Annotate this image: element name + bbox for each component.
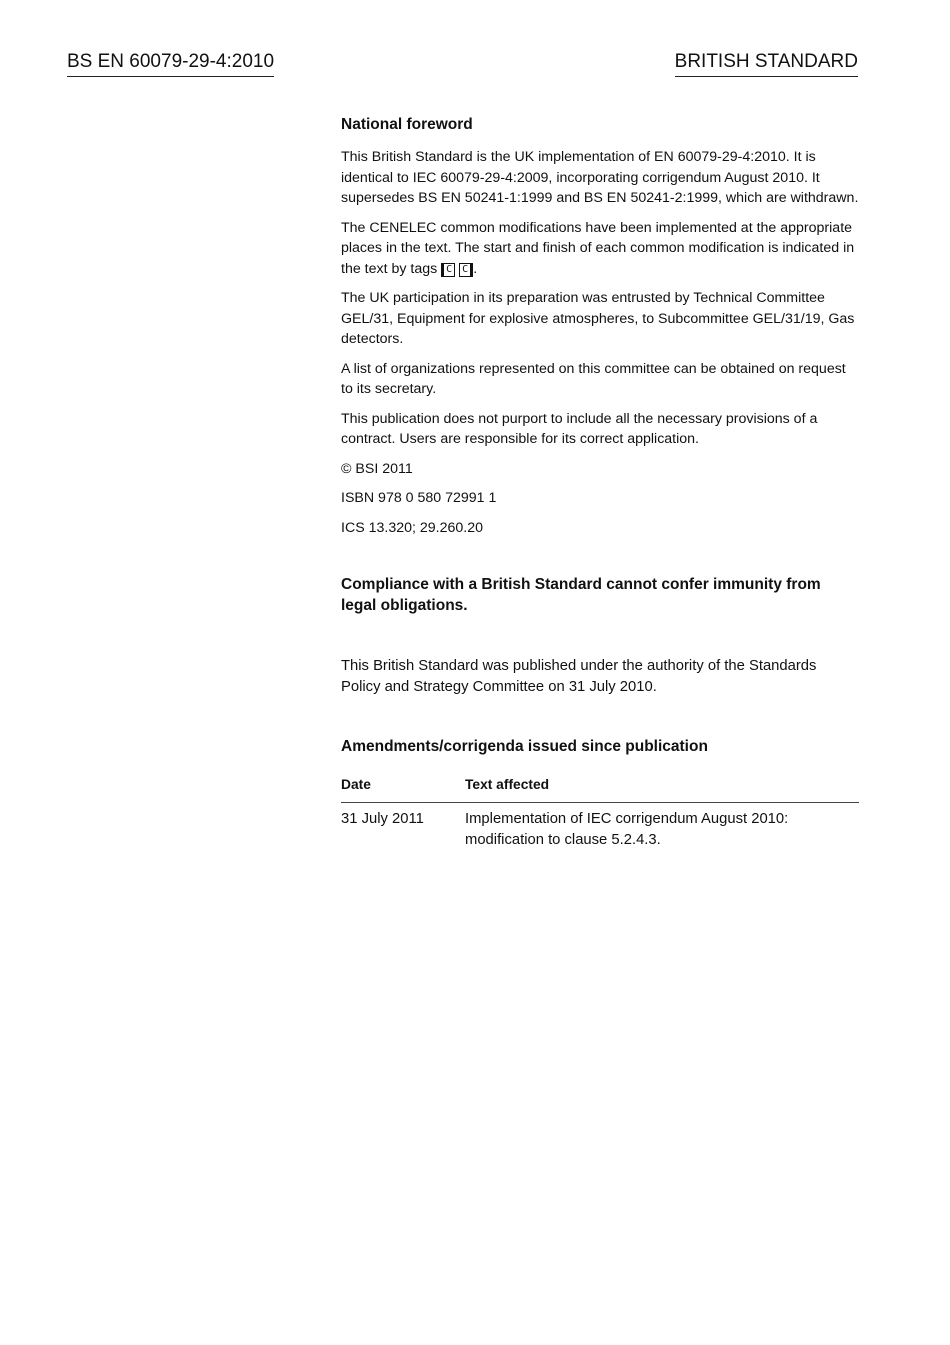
ics-line: ICS 13.320; 29.260.20	[341, 519, 483, 536]
foreword-paragraph-cenelec	[341, 218, 859, 280]
modification-end-tag-icon: C	[459, 263, 473, 277]
amendments-table	[341, 769, 859, 851]
modification-start-tag-icon: C	[441, 263, 455, 277]
copyright-line: © BSI 2011	[341, 460, 413, 477]
amendment-date: 31 July 2011	[341, 810, 424, 827]
foreword-paragraph-implementation: This British Standard is the UK implementation of EN 60079-29-4:2010. It is identical to IEC 60079-29-4:2009, incorporating corrigendum August 2010. It supersedes BS EN 50241-1:1999 and BS EN 50241-2:1999, which are withdrawn.	[341, 149, 859, 206]
table-row	[341, 802, 859, 851]
document-number: BS EN 60079-29-4:2010	[67, 50, 274, 77]
foreword-paragraph-organizations: A list of organizations represented on this committee can be obtained on request to its secretary.	[341, 360, 846, 397]
column-header-text-affected: Text affected	[465, 769, 859, 802]
compliance-statement: Compliance with a British Standard cannot confer immunity from legal obligations.	[341, 576, 821, 614]
cenelec-text-end: .	[473, 260, 478, 277]
amendment-text: Implementation of IEC corrigendum August 2010: modification to clause 5.2.4.3.	[465, 810, 789, 848]
publication-note: This British Standard was published under the authority of the Standards Policy and Strategy Committee on 31 July 2010.	[341, 658, 817, 695]
foreword-title: National foreword	[341, 116, 473, 133]
foreword-paragraph-disclaimer: This publication does not purport to include all the necessary provisions of a contract. Users are responsible for its correct application.	[341, 410, 818, 447]
foreword-paragraph-committee: The UK participation in its preparation was entrusted by Technical Committee GEL/31, Equipment for explosive atmospheres, to Subcommittee GEL/31/19, Gas detectors.	[341, 290, 855, 347]
national-foreword-section	[341, 114, 859, 851]
amendments-title: Amendments/corrigenda issued since publication	[341, 738, 708, 755]
column-header-date: Date	[341, 769, 465, 802]
cenelec-text: The CENELEC common modifications have been implemented at the appropriate places in the text. The start and finish of each common modification is indicated in the text by tags	[341, 219, 855, 277]
amendments-header-row	[341, 769, 859, 802]
standard-type-label: BRITISH STANDARD	[675, 50, 858, 77]
isbn-line: ISBN 978 0 580 72991 1	[341, 490, 497, 506]
